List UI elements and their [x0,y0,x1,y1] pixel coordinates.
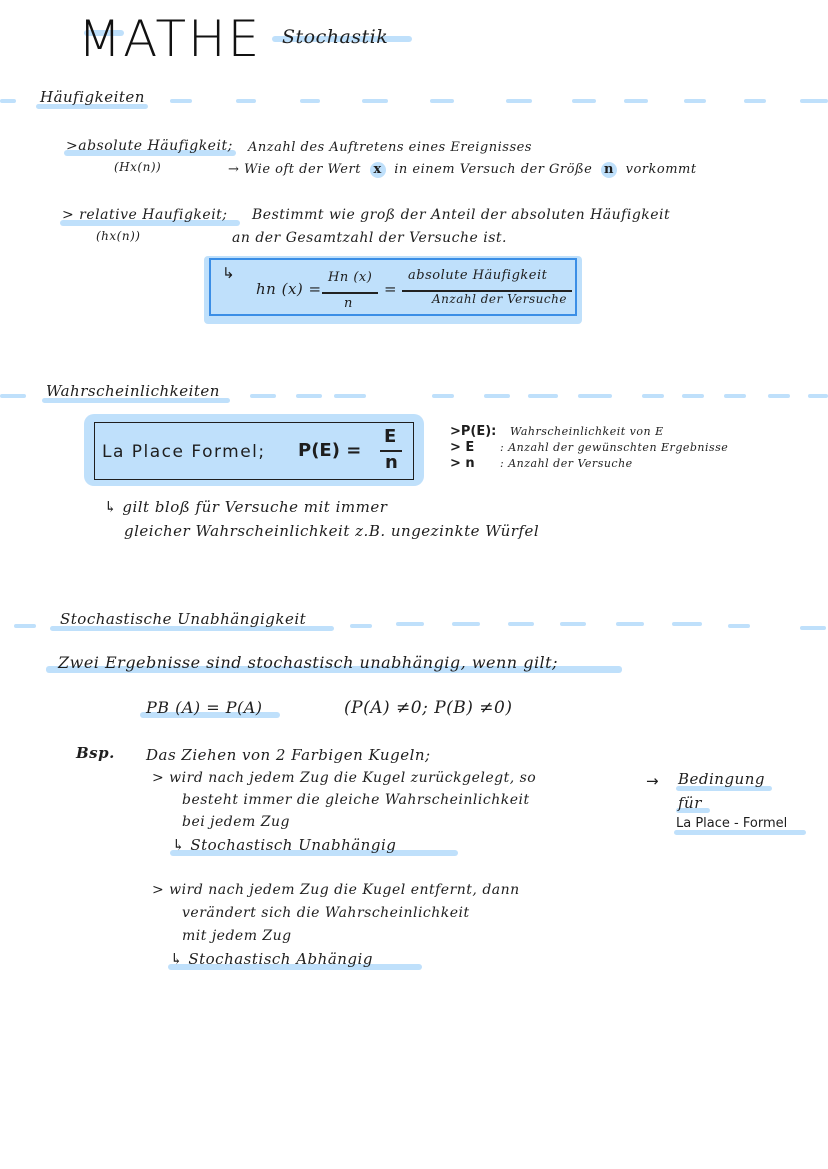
legend-symbol: > n [450,456,475,471]
relative-frequency-definition-1: Bestimmt wie groß der Anteil der absoluten Häufigkeit [252,207,671,223]
side-note-line-3: La Place - Formel [676,816,788,831]
laplace-lhs: P(E) = [298,440,362,461]
laplace-note-line-1: ↳ gilt bloß für Versuche mit immer [104,498,388,516]
absolute-frequency-label: >absolute Häufigkeit; [66,138,233,154]
formula-denominator-1: n [344,296,353,311]
formula-numerator-2: absolute Häufigkeit [408,268,548,283]
section-heading-unabhaengigkeit: Stochastische Unabhängigkeit [60,610,307,628]
page-title: MATHE [78,10,262,68]
laplace-legend [450,424,728,472]
variable-x-badge: x [370,162,386,178]
side-note-line-2: für [678,794,702,812]
laplace-denominator: n [385,452,398,473]
independence-formula: PB (A) = P(A) [146,698,263,717]
absolute-frequency-definition: Anzahl des Auftretens eines Ereignisses [248,140,532,155]
legend-text: : Anzahl der Versuche [500,457,633,470]
side-note-line-1: Bedingung [678,770,765,788]
section-heading-haeufigkeiten: Häufigkeiten [40,88,145,106]
formula-numerator-1: Hn (x) [328,270,373,285]
legend-symbol: > E [450,440,475,455]
case2-line-1: > wird nach jedem Zug die Kugel entfernt, dann [152,882,520,898]
laplace-label: La Place Formel; [102,442,266,462]
case1-line-1: > wird nach jedem Zug die Kugel zurückgelegt, so [152,770,537,786]
relative-frequency-symbol: (hx(n)) [96,229,141,243]
example-intro: Das Ziehen von 2 Farbigen Kugeln; [146,746,431,764]
relative-frequency-label: > relative Haufigkeit; [62,207,228,223]
explanation-text-mid: in einem Versuch der Größe [394,162,593,177]
formula-denominator-2: Anzahl der Versuche [432,292,567,306]
case2-line-2: verändert sich die Wahrscheinlichkeit [182,905,470,921]
page-subtitle: Stochastik [282,26,389,48]
relative-frequency-definition-2: an der Gesamtzahl der Versuche ist. [232,230,507,246]
explanation-text-post: vorkommt [625,162,697,177]
legend-symbol: >P(E): [450,424,497,439]
legend-row-e [450,440,728,456]
formula-equals: = [384,280,398,298]
formula-arrow-icon: ↳ [222,264,235,282]
independence-intro: Zwei Ergebnisse sind stochastisch unabhängig, wenn gilt; [58,653,558,672]
variable-n-badge: n [601,162,617,178]
absolute-frequency-symbol: (Hx(n)) [114,160,162,174]
legend-text: : Anzahl der gewünschten Ergebnisse [500,441,729,454]
legend-text: Wahrscheinlichkeit von E [510,425,664,438]
absolute-frequency-explanation [228,162,697,178]
independence-condition: (P(A) ≠0; P(B) ≠0) [344,698,513,718]
case2-line-3: mit jedem Zug [182,928,292,944]
case2-result: ↳ Stochastisch Abhängig [170,950,373,968]
case1-line-3: bei jedem Zug [182,814,290,830]
formula-lhs: hn (x) = [256,280,322,298]
case1-line-2: besteht immer die gleiche Wahrscheinlichkeit [182,792,530,808]
explanation-text-pre: → Wie oft der Wert [228,162,361,177]
legend-row-n [450,456,728,472]
section-heading-wahrscheinlichkeiten: Wahrscheinlichkeiten [46,382,220,400]
laplace-note-line-2: gleicher Wahrscheinlichkeit z.B. ungezinkte Würfel [124,522,540,540]
case1-result: ↳ Stochastisch Unabhängig [172,836,397,854]
laplace-numerator: E [384,426,397,447]
side-arrow-icon: → [646,772,659,790]
example-label: Bsp. [76,744,115,762]
legend-row-pe [450,424,728,440]
